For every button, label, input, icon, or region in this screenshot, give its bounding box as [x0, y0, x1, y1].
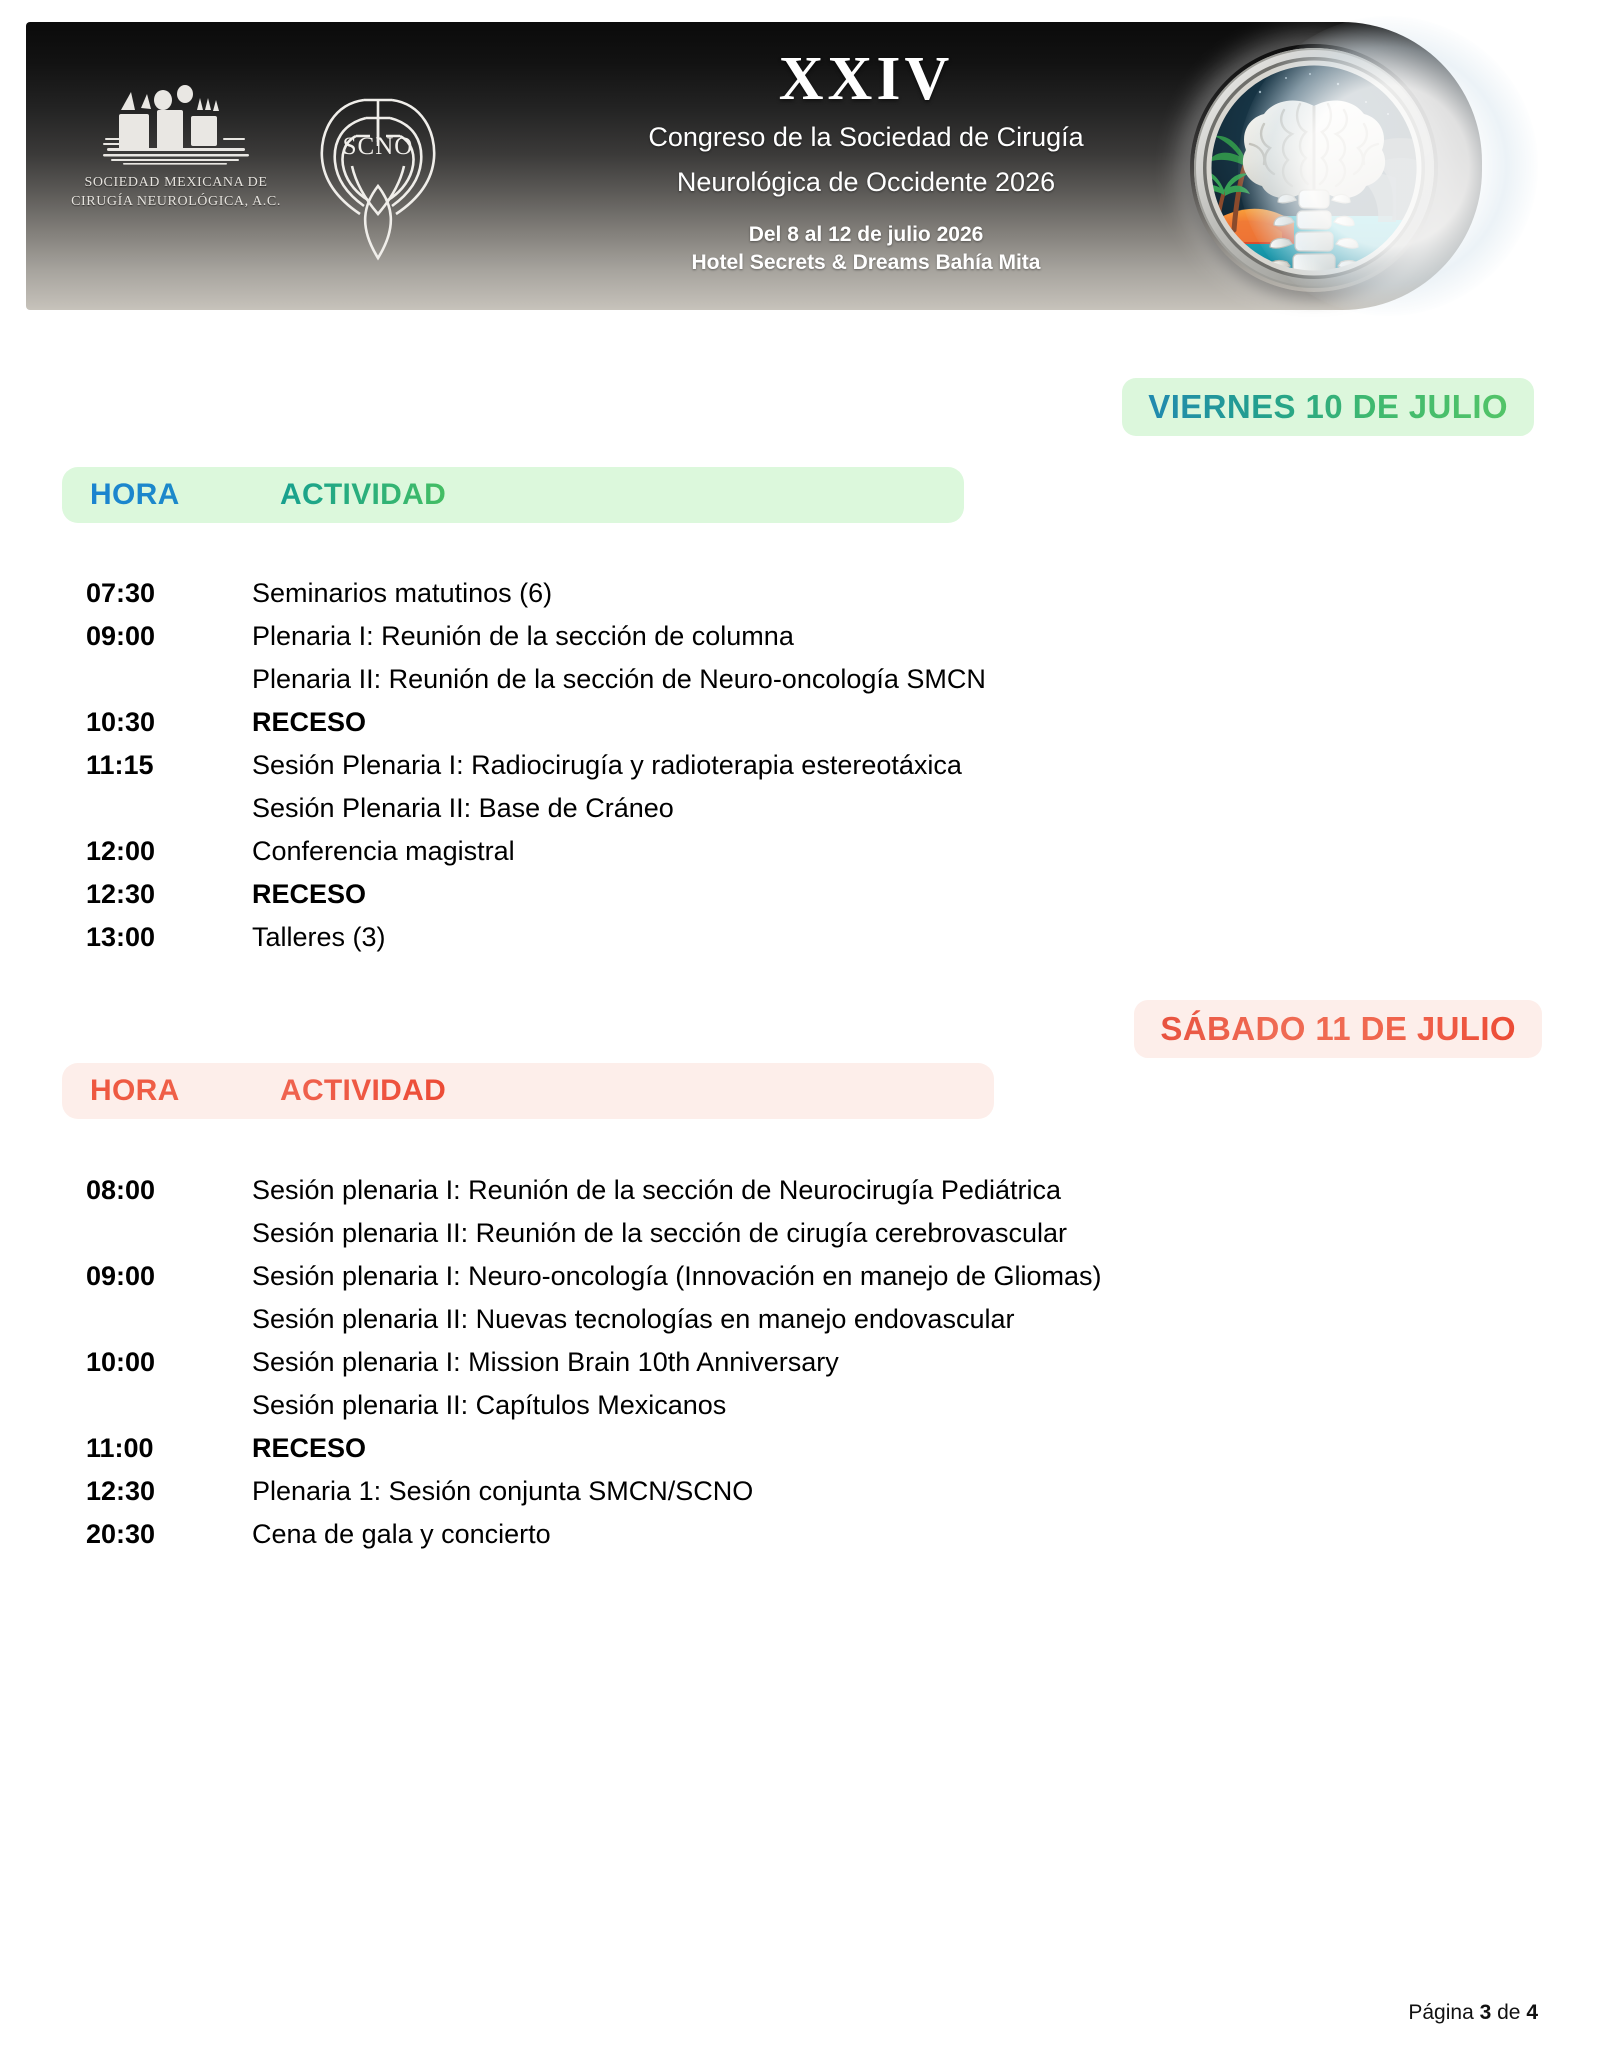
row-activity: Plenaria 1: Sesión conjunta SMCN/SCNO: [252, 1476, 754, 1506]
table-row: [62, 793, 1522, 836]
column-header-actividad-friday: ACTIVIDAD: [280, 478, 447, 511]
day-badge-friday: [1122, 378, 1534, 436]
table-row: [62, 664, 1522, 707]
table-row: [62, 621, 1522, 664]
row-time: 09:00: [86, 621, 156, 651]
page-footer: [1408, 2001, 1538, 2025]
row-activity: RECESO: [252, 1433, 367, 1463]
row-activity: Sesión Plenaria I: Radiocirugía y radioterapia estereotáxica: [252, 750, 962, 780]
footer-middle: de: [1491, 2001, 1527, 2024]
scno-logo-icon: [308, 80, 448, 265]
congress-dates: Del 8 al 12 de julio 2026: [748, 223, 984, 247]
table-row: [62, 1390, 1522, 1433]
table-row: [62, 1261, 1522, 1304]
table-row: [62, 707, 1522, 750]
row-activity: RECESO: [252, 879, 367, 909]
row-time: 11:15: [86, 750, 154, 780]
row-time: 09:00: [86, 1261, 156, 1291]
congress-title-line1: Congreso de la Sociedad de Cirugía: [648, 122, 1084, 152]
table-header-saturday: [62, 1063, 994, 1119]
row-time: 12:30: [86, 879, 156, 909]
column-header-actividad-saturday: ACTIVIDAD: [280, 1074, 447, 1107]
row-activity: Sesión Plenaria II: Base de Cráneo: [252, 793, 674, 823]
table-row: [62, 922, 1522, 965]
row-activity: Sesión plenaria I: Neuro-oncología (Innovación en manejo de Gliomas): [252, 1261, 1102, 1291]
table-row: [62, 1175, 1522, 1218]
row-time: 08:00: [86, 1175, 156, 1205]
row-time: 12:30: [86, 1476, 156, 1506]
row-activity: Sesión plenaria I: Reunión de la sección de Neurocirugía Pediátrica: [252, 1175, 1061, 1205]
schedule-table-saturday: [62, 1175, 1522, 1562]
row-activity: Cena de gala y concierto: [252, 1519, 551, 1549]
svg-text:SCNO: SCNO: [342, 133, 414, 160]
table-header-friday: [62, 467, 964, 523]
banner-title-block: [486, 45, 1246, 277]
row-activity: Sesión plenaria I: Mission Brain 10th Anniversary: [252, 1347, 839, 1377]
brain-spine-emblem-icon: [1190, 44, 1438, 292]
row-time: 13:00: [86, 922, 156, 952]
table-row: [62, 1476, 1522, 1519]
schedule-table-friday: [62, 578, 1522, 965]
row-time: 10:30: [86, 707, 156, 737]
congress-title-line2: Neurológica de Occidente 2026: [676, 166, 1056, 197]
banner-background: [26, 22, 1482, 310]
table-row: [62, 1433, 1522, 1476]
row-activity: Plenaria II: Reunión de la sección de Neuro-oncología SMCN: [252, 664, 986, 694]
table-row: [62, 879, 1522, 922]
footer-total-pages: 4: [1526, 2001, 1538, 2024]
table-row: [62, 750, 1522, 793]
row-activity: Talleres (3): [252, 922, 386, 952]
footer-prefix: Página: [1408, 2001, 1480, 2024]
congress-venue: Hotel Secrets & Dreams Bahía Mita: [691, 250, 1041, 274]
day-badge-saturday-label: SÁBADO 11 DE JULIO: [1160, 1010, 1516, 1047]
row-time: 10:00: [86, 1347, 156, 1377]
table-row: [62, 578, 1522, 621]
day-badge-saturday: [1134, 1000, 1542, 1058]
smcn-logo-line2: CIRUGÍA NEUROLÓGICA, A.C.: [71, 193, 281, 209]
row-activity: Sesión plenaria II: Capítulos Mexicanos: [252, 1390, 727, 1420]
row-activity: Sesión plenaria II: Nuevas tecnologías en manejo endovascular: [252, 1304, 1015, 1334]
row-time: 12:00: [86, 836, 156, 866]
table-row: [62, 1519, 1522, 1562]
column-header-hora-saturday: HORA: [90, 1074, 280, 1108]
row-time: 07:30: [86, 578, 156, 608]
table-row: [62, 836, 1522, 879]
table-row: [62, 1218, 1522, 1261]
smcn-logo-line1: SOCIEDAD MEXICANA DE: [84, 175, 268, 190]
column-header-hora-friday: HORA: [90, 478, 280, 512]
day-badge-friday-label: VIERNES 10 DE JULIO: [1148, 388, 1508, 425]
row-time: 11:00: [86, 1433, 154, 1463]
smcn-engraving-icon: [101, 80, 251, 168]
row-activity: Seminarios matutinos (6): [252, 578, 553, 608]
table-row: [62, 1347, 1522, 1390]
row-activity: Plenaria I: Reunión de la sección de columna: [252, 621, 794, 651]
congress-roman-numeral: XXIV: [778, 45, 954, 113]
row-activity: Conferencia magistral: [252, 836, 515, 866]
row-activity: Sesión plenaria II: Reunión de la sección de cirugía cerebrovascular: [252, 1218, 1067, 1248]
row-time: 20:30: [86, 1519, 156, 1549]
smcn-logo: [66, 80, 286, 212]
row-activity: RECESO: [252, 707, 367, 737]
header-banner: [26, 22, 1534, 310]
table-row: [62, 1304, 1522, 1347]
footer-page-number: 3: [1479, 2001, 1492, 2024]
